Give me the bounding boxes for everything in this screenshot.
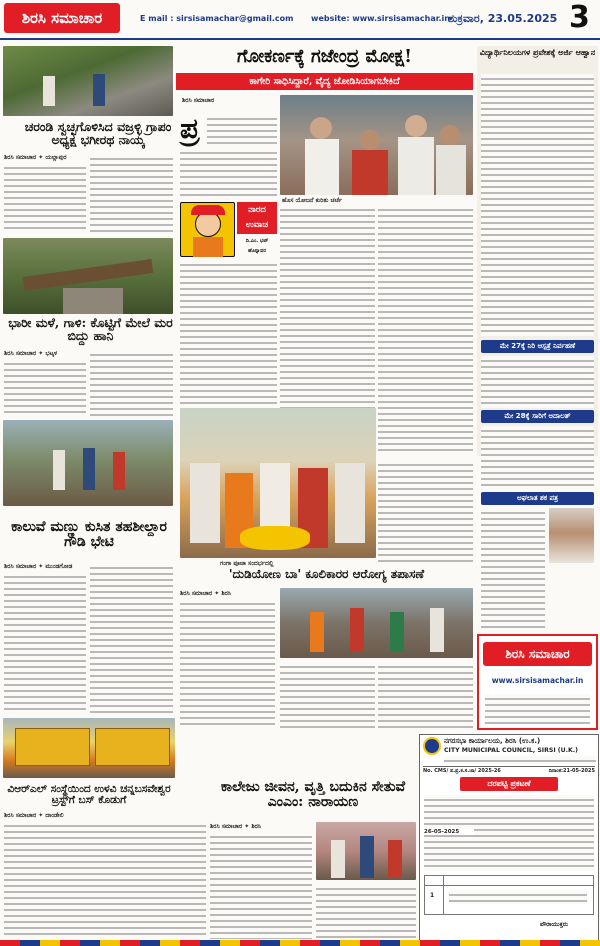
story-bus-byline: ಶಿರಸಿ ಸಮಾಚಾರ ✦ ದಾಂಡೇಲಿ [4,812,64,819]
story-rain-byline: ಶಿರಸಿ ಸಮಾಚಾರ ✦ ಭಟ್ಕಳ [4,350,58,357]
photo-fallen-tree [3,238,173,314]
color-strip [0,940,600,946]
story-canal-headline: ಕಾಲುವೆ ಮಣ್ಣು ಕುಸಿತ ತಹಶೀಲ್ದಾರ ಗೌಡಿ ಭೇಟಿ [11,519,167,550]
drop-cap: ಪ್ರ [180,112,200,145]
photo-main-meeting [280,95,473,195]
promo-logo: ಶಿರಸಿ ಸಮಾಚಾರ [483,642,592,666]
story-health-text2 [280,662,375,729]
notice-signoff: ಪೌರಾಯುಕ್ತರು [540,921,568,928]
sidebar-bar-obituary: ಅಘಲಾತ ಶಕ ಪತ್ರ [481,492,594,505]
story-rain-headline: ಭಾರೀ ಮಳೆ, ಗಾಳಿ: ಕೊಟ್ಟಿಗೆ ಮೇಲೆ ಮರ ಬಿದ್ದು ಹಾನಿ [8,315,173,344]
promo-url[interactable]: www.sirsisamachar.in [491,676,584,685]
story-drain-text2 [90,154,173,233]
photo-bus-donation [3,718,175,778]
photo-college-event [316,822,416,880]
story-health-text1 [180,599,275,729]
story-health-byline: ಶಿರಸಿ ಸಮಾಚಾರ ✦ ಶಿರಸಿ [180,590,231,597]
notice-office-en: CITY MUNICIPAL COUNCIL, SIRSI (U.K.) [444,747,578,754]
notice-item-text [449,890,587,904]
sidebar-transport-text [481,426,594,488]
column-title: ನಾರದ ಉವಾಚ [237,202,277,234]
story-bus-headline: ವಿಆರ್‌ಎಲ್ ಸಂಸ್ಥೆಯಿಂದ ಉಳವಿ ಚನ್ನಬಸವೇಶ್ವರ ಟ್ರಸ್ಟ್‌ಗೆ ಬಸ್ ಕೊಡುಗೆ [7,783,171,807]
masthead-website: website: www.sirsisamachar.in [311,14,450,23]
story-canal-text2 [90,563,173,714]
promo-text [485,694,590,724]
story-college-headline: ಕಾಲೇಜು ಜೀವನ, ವೃತ್ತಿ ಬದುಕಿನ ಸೇತುವೆ ಎಂಎಂ: ನಾರಾಯಣ [220,779,406,810]
sidebar-hostel-text [481,74,594,336]
notice-office-kn: ನಗರಸಭಾ ಕಾರ್ಯಾಲಯ, ಶಿರಸಿ (ಉ.ಕ.) [444,737,541,745]
sidebar-hostel-title: ವಿದ್ಯಾರ್ಥಿನಿಲಯಗಳ ಪ್ರವೇಶಕ್ಕೆ ಅರ್ಜಿ ಆಹ್ವಾನ [479,48,596,57]
notice-ref-no: No. CMS/ ಪ.ಪ್ರ.ಕ.ಸ.ಜಾ/ 2025-26 [423,768,501,774]
sidebar-hospital-text [481,356,594,408]
notice-table [424,875,594,915]
page-number: 3 [569,0,590,35]
notice-sl-no: 1 [430,892,435,899]
notice-deadline: 26-05-2025 [424,829,474,835]
main-byline: ಶಿರಸಿ ಸಮಾಚಾರ [182,97,215,104]
photo-main-caption: ಹೊಸ ಯೋಜನೆ ಕುರಿತು ಚರ್ಚೆ [282,197,343,204]
main-headline: ಗೋಕರ್ಣಕ್ಕೆ ಗಜೇಂದ್ರ ಮೋಕ್ಷ! [236,46,413,67]
obituary-photo [549,508,594,563]
story-health-text3 [378,662,473,729]
main-text-col3 [378,205,473,455]
notice-ref-date: ದಿನಾಂಕ:21-05-2025 [548,768,595,774]
main-text-col3b [378,460,473,565]
photo-ganga-caption: ಗಂಗಾ ಪೂಜಾ ಸಂದರ್ಭದಲ್ಲಿ [220,560,274,567]
sidebar-bar-hospital: ಮೇ 27ಕ್ಕೆ ನಿರಿ ಆಸ್ಪತ್ರೆ ನಿರ್ವಹಣೆ [481,340,594,353]
story-drain-text1 [4,163,86,233]
masthead-contact [140,14,450,23]
sidebar-promo [477,634,598,730]
notice-ref-row [423,766,595,774]
main-text-col1b [180,260,277,405]
story-bus-text [4,821,206,939]
story-college-byline: ಶಿರಸಿ ಸಮಾಚಾರ ✦ ಶಿರಸಿ [210,823,261,830]
photo-ganga-pooja [180,408,376,558]
photo-drain-cleaning [3,46,173,116]
masthead-email: E mail : sirsisamachar@gmail.com [140,14,294,23]
story-rain-text1 [4,359,86,417]
notice-title: ದರಪಟ್ಟಿ ಪ್ರಕಟಣೆ [460,777,558,791]
photo-health-camp [280,588,473,658]
sidebar-bar-transport: ಮೇ 28ಕ್ಕೆ ಸಾರಿಗೆ ಅದಾಲತ್ [481,410,594,423]
notice-contacts [444,756,596,764]
story-canal-byline: ಶಿರಸಿ ಸಮಾಚಾರ ✦ ಮುಂಡಗೋಡ [4,563,73,570]
story-drain-headline: ಚರಂಡಿ ಸ್ವಚ್ಛಗೊಳಿಸಿದ ವಜ್ರಳ್ಳಿ ಗ್ರಾಪಂ ಅಧ್ಯಕ್ಷ ಭಗೀರಥ ನಾಯ್ಕ [24,119,172,148]
story-rain-text2 [90,350,173,417]
story-health-headline: 'ದುಡಿಯೋಣ ಬಾ' ಕೂಲಿಕಾರರ ಆರೋಗ್ಯ ತಪಾಸಣೆ [228,567,425,581]
masthead-logo: ಶಿರಸಿ ಸಮಾಚಾರ [4,3,120,33]
story-college-text2 [316,884,416,939]
story-college-text1 [210,832,312,939]
main-text-col1a [180,148,277,200]
column-mascot [180,202,235,257]
main-subhead: ಕಾಗೇರಿ ಸಾಧಿಸಿದ್ದಾರೆ, ವೈದ್ಯ ಜೋಡಿಸಿಯಾಗಬೇಕಿದೆ [176,73,473,90]
main-text-lead [207,114,277,146]
council-emblem-icon [423,737,441,755]
story-drain-byline: ಶಿರಸಿ ಸಮಾಚಾರ ✦ ಯಲ್ಲಾಪುರ [4,154,67,161]
photo-canal-visit [3,420,173,506]
column-author: ದಿ.ಎಂ. ಭಟ್ ಹೊನ್ನಾವರ [245,238,269,254]
sidebar-obituary-text [481,508,545,628]
masthead-date: ಶುಕ್ರವಾರ, 23.05.2025 [448,12,558,25]
municipal-notice [419,734,599,944]
story-canal-text1 [4,572,86,714]
